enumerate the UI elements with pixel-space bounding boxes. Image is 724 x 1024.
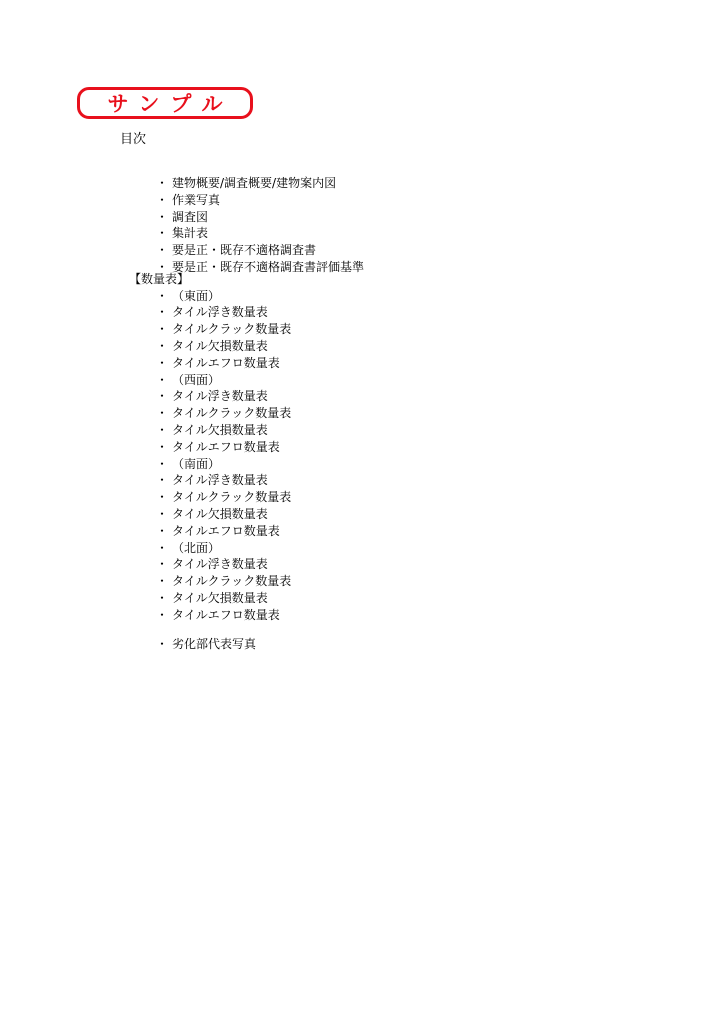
bullet-icon: ・: [156, 192, 169, 207]
bullet-icon: ・: [156, 226, 169, 241]
bullet-icon: ・: [156, 422, 169, 437]
bullet-icon: ・: [156, 305, 169, 320]
toc-item-label: タイル浮き数量表: [172, 557, 268, 572]
bullet-icon: ・: [156, 389, 169, 404]
bullet-icon: ・: [156, 209, 169, 224]
toc-item-label: （北面）: [172, 540, 221, 555]
bullet-icon: ・: [156, 406, 169, 421]
bullet-icon: ・: [156, 523, 169, 538]
bullet-icon: ・: [156, 473, 169, 488]
toc-item-label: タイル欠損数量表: [172, 590, 268, 605]
toc-item-label: 要是正・既存不適格調査書: [172, 243, 317, 258]
bullet-icon: ・: [156, 456, 169, 471]
toc-item-label: タイル浮き数量表: [172, 305, 268, 320]
toc-item-label: タイルクラック数量表: [172, 406, 292, 421]
bullet-icon: ・: [156, 637, 169, 651]
bullet-icon: ・: [156, 540, 169, 555]
toc-item-label: 建物概要/調査概要/建物案内図: [172, 176, 337, 190]
toc-item-label: 劣化部代表写真: [172, 637, 257, 651]
bullet-icon: ・: [156, 372, 169, 387]
toc-item-label: タイル欠損数量表: [172, 338, 268, 353]
bullet-icon: ・: [156, 506, 169, 521]
toc-item-label: タイル欠損数量表: [172, 506, 268, 521]
bullet-icon: ・: [156, 260, 169, 274]
bullet-icon: ・: [156, 607, 169, 622]
toc-item-label: タイルエフロ数量表: [172, 607, 280, 622]
toc-item-label: タイルエフロ数量表: [172, 355, 280, 370]
toc-item-label: タイルクラック数量表: [172, 574, 292, 589]
bullet-icon: ・: [156, 322, 169, 337]
bullet-icon: ・: [156, 439, 169, 454]
bullet-icon: ・: [156, 338, 169, 353]
toc-item-label: （東面）: [172, 288, 221, 303]
toc-item-label: 調査図: [172, 209, 209, 224]
toc-item-label: タイル欠損数量表: [172, 422, 268, 437]
toc-item-label: 集計表: [172, 226, 209, 241]
bullet-icon: ・: [156, 355, 169, 370]
toc-item-label: 作業写真: [172, 192, 221, 207]
quantity-section-title: 【数量表】: [129, 272, 190, 286]
sample-stamp: [77, 87, 253, 119]
toc-item-label: タイルエフロ数量表: [172, 523, 280, 538]
bullet-icon: ・: [156, 288, 169, 303]
toc-item-label: タイル浮き数量表: [172, 473, 268, 488]
toc-title: 目次: [120, 132, 147, 147]
toc-item-label: タイルエフロ数量表: [172, 439, 280, 454]
toc-item-label: 要是正・既存不適格調査書評価基準: [172, 260, 365, 274]
sample-stamp-text: サンプル: [107, 90, 234, 116]
bullet-icon: ・: [156, 590, 169, 605]
bullet-icon: ・: [156, 557, 169, 572]
bullet-icon: ・: [156, 176, 169, 190]
bullet-icon: ・: [156, 243, 169, 258]
toc-item-label: タイル浮き数量表: [172, 389, 268, 404]
bullet-icon: ・: [156, 490, 169, 505]
toc-item-label: （南面）: [172, 456, 221, 471]
toc-item-label: タイルクラック数量表: [172, 322, 292, 337]
toc-item-label: （西面）: [172, 372, 221, 387]
bullet-icon: ・: [156, 574, 169, 589]
toc-item-label: タイルクラック数量表: [172, 490, 292, 505]
